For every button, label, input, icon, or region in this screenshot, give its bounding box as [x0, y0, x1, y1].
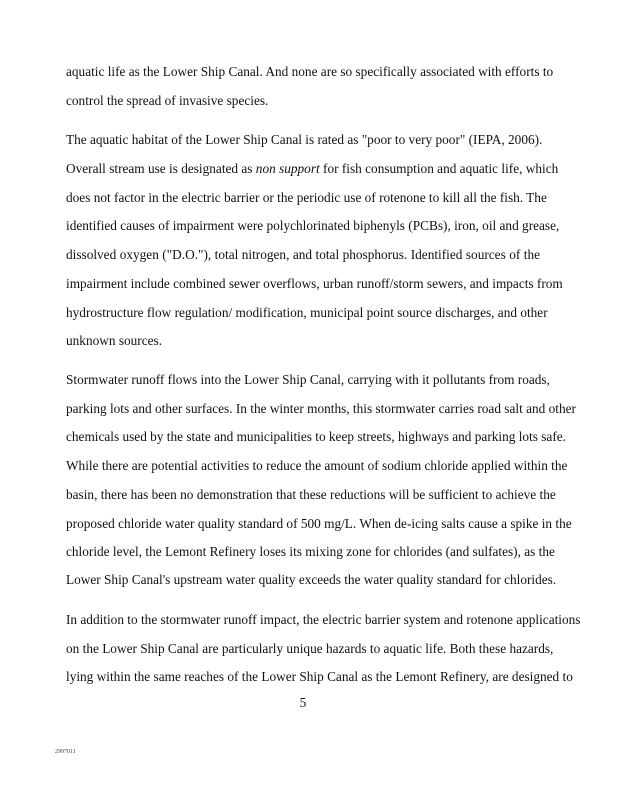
text-line: on the Lower Ship Canal are particularly unique hazards to aquatic life. Both these hazards,: [66, 641, 554, 656]
text-line: The aquatic habitat of the Lower Ship Canal is rated as "poor to very poor" (IEPA, 2006).: [66, 132, 543, 147]
text-line: chloride level, the Lemont Refinery loses its mixing zone for chlorides (and sulfates), as the: [66, 544, 555, 559]
footer-document-code: 2997011: [55, 749, 76, 755]
text-line: Stormwater runoff flows into the Lower Ship Canal, carrying with it pollutants from roads,: [66, 372, 550, 387]
text-line: parking lots and other surfaces. In the winter months, this stormwater carries road salt and other: [66, 401, 576, 416]
text-line: control the spread of invasive species.: [66, 93, 269, 108]
text-line-italic: [66, 161, 559, 177]
text-line: does not factor in the electric barrier or the periodic use of rotenone to kill all the fish. The: [66, 190, 547, 205]
text-line: basin, there has been no demonstration that these reductions will be sufficient to achieve the: [66, 487, 556, 502]
text-line: identified causes of impairment were polychlorinated biphenyls (PCBs), iron, oil and grease,: [66, 218, 560, 233]
text-line: impairment include combined sewer overflows, urban runoff/storm sewers, and impacts from: [66, 276, 563, 291]
text-line: proposed chloride water quality standard of 500 mg/L. When de-icing salts cause a spike in the: [66, 516, 572, 531]
text-line: unknown sources.: [66, 333, 163, 348]
text-line: In addition to the stormwater runoff impact, the electric barrier system and rotenone applications: [66, 612, 581, 627]
text-line: While there are potential activities to reduce the amount of sodium chloride applied within the: [66, 458, 568, 473]
text-line: dissolved oxygen ("D.O."), total nitrogen, and total phosphorus. Identified sources of the: [66, 247, 540, 262]
text-line: lying within the same reaches of the Lower Ship Canal as the Lemont Refinery, are designed to: [66, 669, 573, 684]
page-number: 5: [299, 695, 307, 710]
text-line: aquatic life as the Lower Ship Canal. And none are so specifically associated with efforts to: [66, 64, 554, 79]
text-span: Overall stream use is designated as: [66, 161, 256, 176]
text-line: hydrostructure flow regulation/ modification, municipal point source discharges, and other: [66, 305, 548, 320]
italic-term: non support: [255, 161, 320, 176]
text-line: chemicals used by the state and municipalities to keep streets, highways and parking lots safe.: [66, 429, 566, 444]
text-line: Lower Ship Canal's upstream water quality exceeds the water quality standard for chlorides.: [66, 572, 557, 587]
text-span: for fish consumption and aquatic life, which: [319, 161, 559, 176]
